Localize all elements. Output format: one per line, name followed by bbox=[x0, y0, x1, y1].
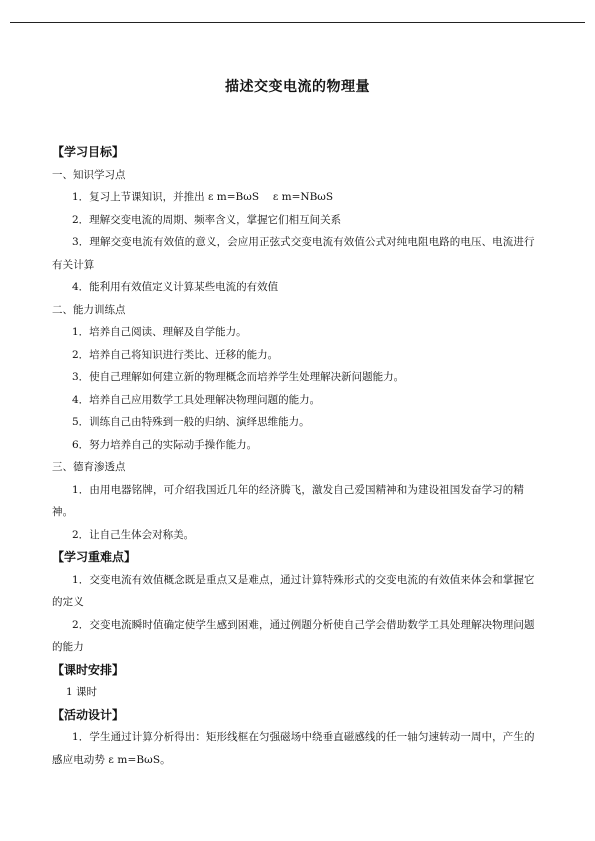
list-item: 1．由用电器铭牌，可介绍我国近几年的经济腾飞，激发自己爱国精神和为建设祖国发奋学习的精神。 bbox=[52, 483, 524, 518]
list-item: 2．理解交变电流的周期、频率含义，掌握它们相互间关系 bbox=[72, 213, 342, 226]
list-item: 1．复习上节课知识，并推出 ε m=BωS ε m=NBωS bbox=[72, 191, 334, 203]
list-item: 2．交变电流瞬时值确定使学生感到困难，通过例题分析使自己学会借助数学工具处理解决物理问题的能力 bbox=[52, 618, 535, 653]
section-heading-goals: 【学习目标】 bbox=[52, 145, 125, 159]
list-item: 4．能利用有效值定义计算某些电流的有效值 bbox=[72, 281, 279, 293]
list-item: 2．培养自己将知识进行类比、迁移的能力。 bbox=[72, 348, 279, 361]
list-item: 1．学生通过计算分析得出：矩形线框在匀强磁场中绕垂直磁感线的任一轴匀速转动一周中，产生的感应电动势 ε m=BωS。 bbox=[52, 731, 535, 766]
section-heading-schedule: 【课时安排】 bbox=[52, 662, 125, 677]
document-body bbox=[52, 141, 544, 771]
subsection-moral: 三、德育渗透点 bbox=[52, 461, 126, 473]
page-title: 描述交变电流的物理量 bbox=[225, 79, 370, 95]
section-heading-key-points: 【学习重难点】 bbox=[52, 550, 137, 564]
list-item: 5．训练自己由特殊到一般的归纳、演绎思维能力。 bbox=[72, 416, 310, 428]
list-item: 1．交变电流有效值概念既是重点又是难点，通过计算特殊形式的交变电流的有效值来体会和掌握它的定义 bbox=[52, 573, 535, 608]
list-item: 1．培养自己阅读、理解及自学能力。 bbox=[72, 326, 247, 338]
list-item: 6．努力培养自己的实际动手操作能力。 bbox=[72, 438, 258, 451]
schedule-text: 1 课时 bbox=[66, 686, 98, 698]
header-rule bbox=[10, 22, 585, 23]
list-item: 3．使自己理解如何建立新的物理概念而培养学生处理解决新问题能力。 bbox=[72, 371, 405, 383]
list-item: 3．理解交变电流有效值的意义，会应用正弦式交变电流有效值公式对纯电阻电路的电压、电流进行有关计算 bbox=[52, 236, 535, 271]
subsection-ability: 二、能力训练点 bbox=[52, 303, 126, 316]
subsection-knowledge: 一、知识学习点 bbox=[52, 168, 126, 181]
list-item: 4．培养自己应用数学工具处理解决物理问题的能力。 bbox=[72, 393, 321, 406]
list-item: 2．让自己生体会对称美。 bbox=[72, 528, 195, 541]
section-heading-activity: 【活动设计】 bbox=[52, 707, 125, 722]
